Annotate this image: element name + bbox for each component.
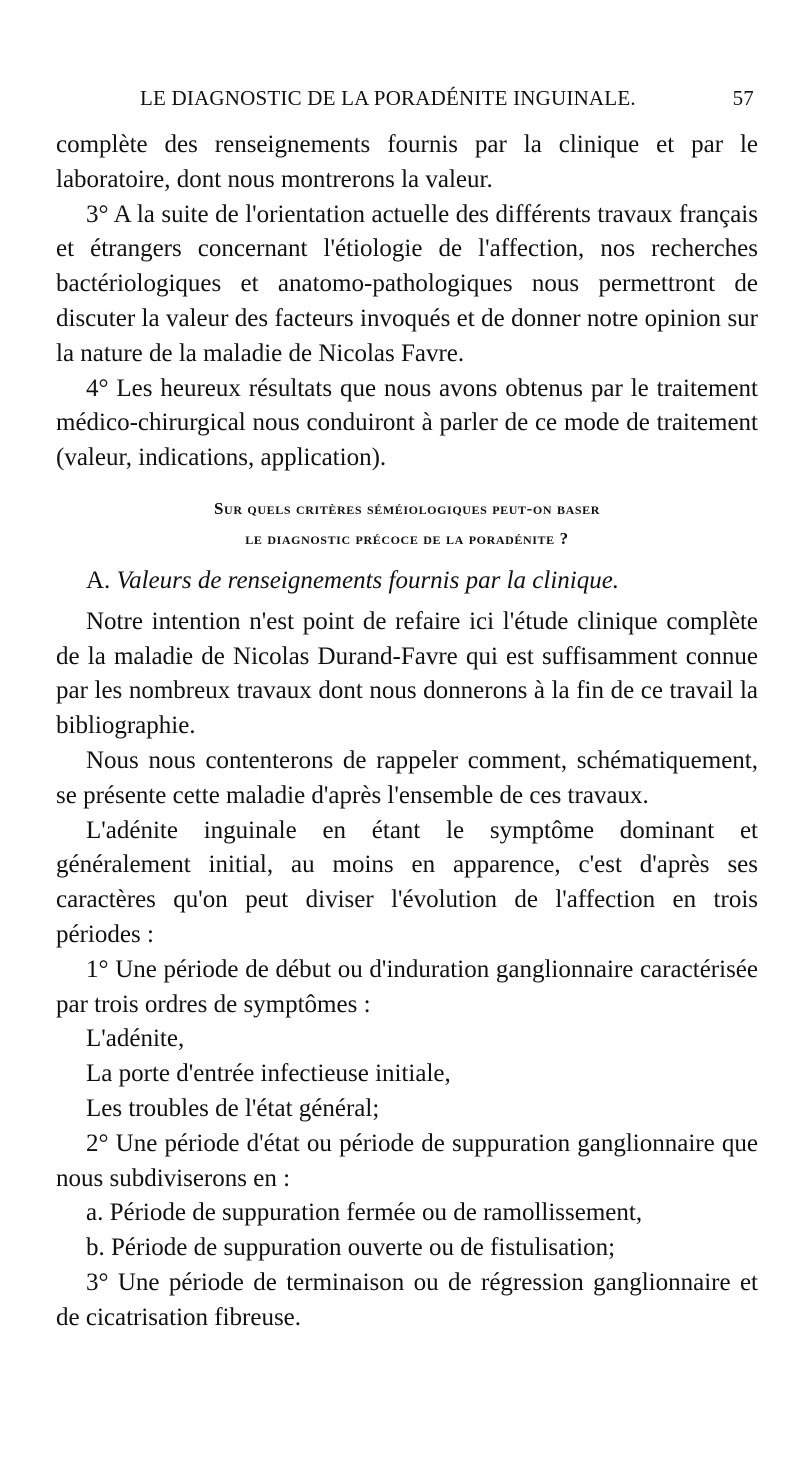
section-heading-line-1: Sur quels critères séméiologiques peut-on baser [214,498,600,518]
header-title: LE DIAGNOSTIC DE LA PORADÉNITE INGUINALE. [140,86,636,110]
list-line: b. Période de suppuration ouverte ou de fistulisation; [86,1234,616,1262]
list-line: Les troubles de l'état général; [86,1094,380,1122]
page-number: 57 [732,86,754,110]
paragraph: 4° Les heureux résultats que nous avons obtenus par le traitement médico-chirurgical nous conduiront à parler de ce mode de traitement (valeur, indications, application). [56,374,758,472]
subheading [86,564,758,599]
list-line: a. Période de suppuration fermée ou de ramollissement, [86,1199,643,1227]
paragraph: 1° Une période de début ou d'induration ganglionnaire caractérisée par trois ordres de symptômes : [56,955,758,1018]
list-line: L'adénite, [86,1025,185,1053]
subheading-text: Valeurs de renseignements fournis par la clinique. [116,566,620,594]
paragraph: 2° Une période d'état ou période de suppuration ganglionnaire que nous subdiviserons en : [56,1129,758,1192]
paragraph: Nous nous contenterons de rappeler comment, schématiquement, se présente cette maladie d'après l'ensemble de ces travaux. [56,746,758,809]
paragraph: complète des renseignements fournis par la clinique et par le laboratoire, dont nous montrerons la valeur. [56,131,758,193]
section-heading [56,494,758,554]
paragraph: L'adénite inguinale en étant le symptôme dominant et généralement initial, au moins en apparence, c'est d'après ses caractères qu'on peut diviser l'évolution de l'affection en trois périodes : [56,816,758,948]
subheading-letter: A. [86,566,111,594]
text-body [56,128,758,1336]
list-line: La porte d'entrée infectieuse initiale, [86,1060,451,1088]
paragraph: 3° Une période de terminaison ou de régression ganglionnaire et de cicatrisation fibreuse. [56,1268,758,1331]
paragraph: 3° A la suite de l'orientation actuelle des différents travaux français et étrangers concernant l'étiologie de l'affection, nos recherches bactériologiques et anatomo-pathologiques nous permettront de discuter la valeur des facteurs invoqués et de donner notre opinion sur la nature de la maladie de Nicolas Favre. [56,200,758,367]
section-heading-line-2: le diagnostic précoce de la poradénite ? [245,528,569,548]
paragraph: Notre intention n'est point de refaire ici l'étude clinique complète de la maladie de Nicolas Durand-Favre qui est suffisamment connue par les nombreux travaux dont nous donnerons à la fin de ce travail la bibliographie. [56,607,758,740]
